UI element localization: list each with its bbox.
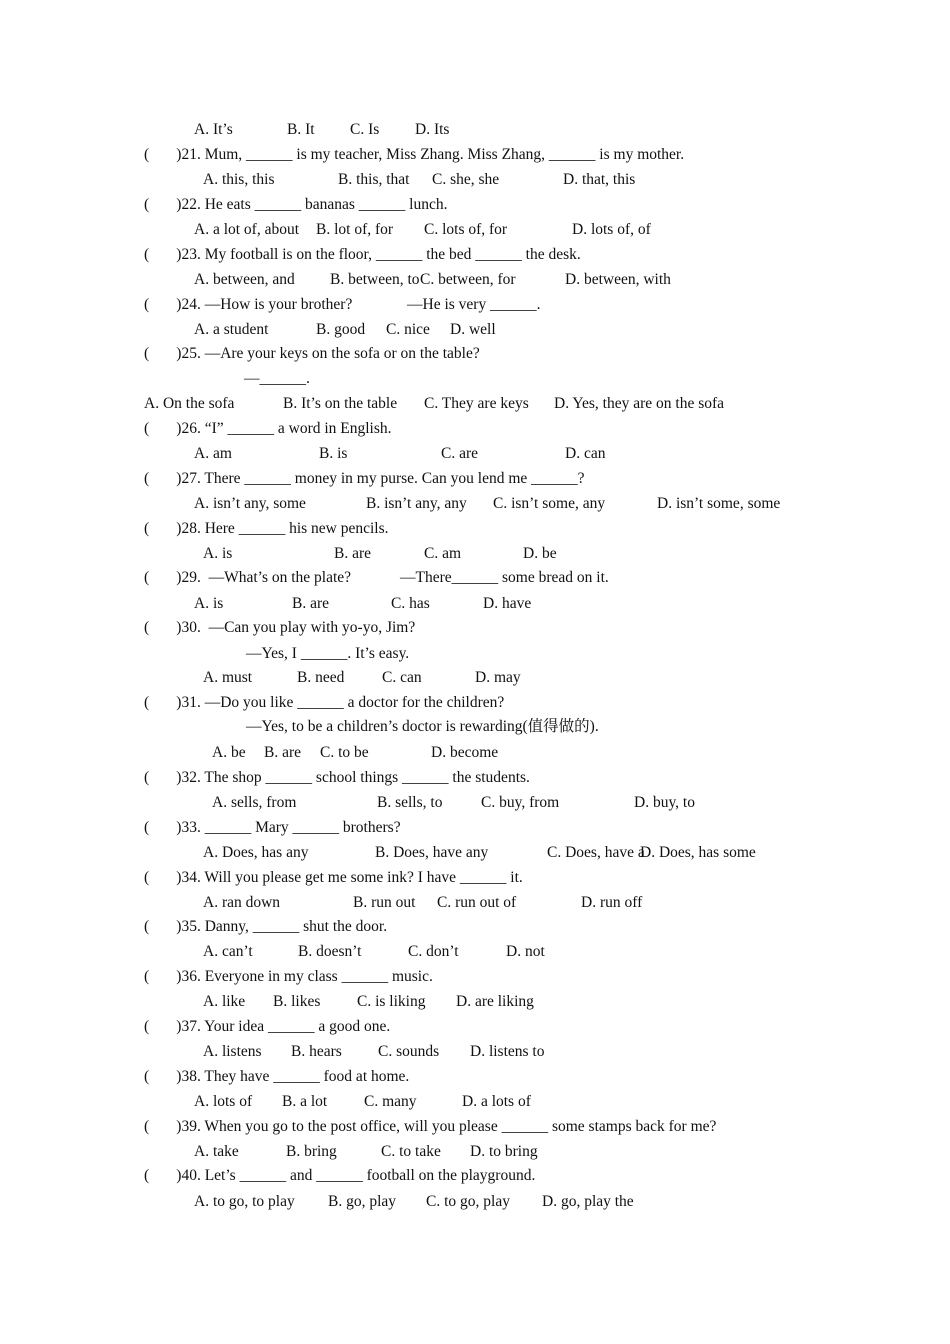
text-line: D. Its [415, 121, 450, 138]
text-line: B. between, to [330, 271, 420, 288]
text-line: C. run out of [437, 894, 517, 911]
text-line: D. between, with [565, 271, 671, 288]
text-line: C. are [441, 445, 479, 462]
text-line: A. to go, to play [194, 1193, 295, 1210]
text-line: B. doesn’t [298, 943, 362, 960]
text-line: B. are [334, 545, 372, 562]
text-line: C. sounds [378, 1043, 440, 1060]
text-line: B. isn’t any, any [366, 495, 467, 512]
question-line: ( )36. Everyone in my class ______ music. [144, 968, 433, 985]
question-line: ( )21. Mum, ______ is my teacher, Miss Zhang. Miss Zhang, ______ is my mother. [144, 146, 685, 163]
text-line: B. is [319, 445, 348, 462]
text-line: B. need [297, 669, 345, 686]
text-line: —______. [244, 370, 310, 387]
text-line: A. lots of [194, 1093, 253, 1110]
text-line: C. They are keys [424, 395, 529, 412]
question-line: ( )37. Your idea ______ a good one. [144, 1018, 391, 1035]
text-line: C. between, for [420, 271, 516, 288]
question-line: ( )40. Let’s ______ and ______ football on the playground. [144, 1167, 536, 1184]
text-line: A. It’s [194, 121, 233, 138]
question-line: ( )39. When you go to the post office, will you please ______ some stamps back for me? [144, 1118, 717, 1135]
text-line: D. Does, has some [640, 844, 756, 861]
text-line: B. hears [291, 1043, 342, 1060]
question-line: ( )26. “I” ______ a word in English. [144, 420, 392, 437]
text-line: A. like [203, 993, 246, 1010]
text-line: D. that, this [563, 171, 636, 188]
text-line: C. many [364, 1093, 417, 1110]
text-line: A. ran down [203, 894, 281, 911]
text-line: D. Yes, they are on the sofa [554, 395, 725, 412]
text-line: D. become [431, 744, 499, 761]
question-line: ( )27. There ______ money in my purse. Can you lend me ______? [144, 470, 585, 487]
text-line: D. can [565, 445, 606, 462]
text-line: D. lots of, of [572, 221, 651, 238]
text-line: A. On the sofa [144, 395, 235, 412]
text-line: —Yes, to be a children’s doctor is rewarding(值得做的). [246, 718, 599, 735]
text-line: C. Does, have a [547, 844, 645, 861]
text-line: C. is liking [357, 993, 426, 1010]
text-line: —There______ some bread on it. [400, 569, 609, 586]
text-line: D. to bring [470, 1143, 538, 1160]
text-line: A. take [194, 1143, 239, 1160]
text-line: A. is [194, 595, 224, 612]
text-line: A. this, this [203, 171, 275, 188]
question-line: ( )38. They have ______ food at home. [144, 1068, 410, 1085]
text-line: D. be [523, 545, 557, 562]
text-line: D. a lots of [462, 1093, 531, 1110]
text-line: A. must [203, 669, 253, 686]
question-line: ( )30. —Can you play with yo-yo, Jim? [144, 619, 416, 636]
text-line: —Yes, I ______. It’s easy. [246, 645, 410, 662]
text-line: B. this, that [338, 171, 410, 188]
question-line: ( )23. My football is on the floor, ______ the bed ______ the desk. [144, 246, 581, 263]
text-line: D. listens to [470, 1043, 545, 1060]
text-line: A. a student [194, 321, 269, 338]
text-line: C. can [382, 669, 422, 686]
question-line: ( )22. He eats ______ bananas ______ lunch. [144, 196, 448, 213]
text-line: C. am [424, 545, 462, 562]
question-line: ( )35. Danny, ______ shut the door. [144, 918, 388, 935]
text-line: C. Is [350, 121, 380, 138]
question-line: ( )24. —How is your brother? [144, 296, 353, 313]
question-line: ( )28. Here ______ his new pencils. [144, 520, 389, 537]
text-line: D. isn’t some, some [657, 495, 781, 512]
text-line: C. nice [386, 321, 430, 338]
question-line: ( )29. —What’s on the plate? [144, 569, 352, 586]
text-line: B. go, play [328, 1193, 397, 1210]
text-line: C. she, she [432, 171, 500, 188]
text-line: D. are liking [456, 993, 534, 1010]
question-line: ( )25. —Are your keys on the sofa or on the table? [144, 345, 480, 362]
text-line: A. isn’t any, some [194, 495, 306, 512]
text-line: A. between, and [194, 271, 295, 288]
text-line: C. lots of, for [424, 221, 508, 238]
text-line: A. listens [203, 1043, 262, 1060]
question-line: ( )34. Will you please get me some ink? I have ______ it. [144, 869, 523, 886]
text-line: D. run off [581, 894, 643, 911]
text-line: C. don’t [408, 943, 459, 960]
text-line: A. can’t [203, 943, 253, 960]
text-line: A. be [212, 744, 246, 761]
question-line: ( )32. The shop ______ school things ______ the students. [144, 769, 530, 786]
text-line: D. buy, to [634, 794, 695, 811]
text-line: B. sells, to [377, 794, 443, 811]
question-line: ( )31. —Do you like ______ a doctor for the children? [144, 694, 505, 711]
text-line: B. bring [286, 1143, 337, 1160]
text-line: A. am [194, 445, 232, 462]
text-line: B. are [292, 595, 330, 612]
text-line: B. It’s on the table [283, 395, 398, 412]
text-line: B. are [264, 744, 302, 761]
text-line: C. has [391, 595, 430, 612]
text-line: B. lot of, for [316, 221, 394, 238]
question-line: ( )33. ______ Mary ______ brothers? [144, 819, 401, 836]
text-line: B. a lot [282, 1093, 328, 1110]
text-line: D. have [483, 595, 532, 612]
text-line: B. run out [353, 894, 416, 911]
text-line: C. isn’t some, any [493, 495, 606, 512]
text-line: B. It [287, 121, 315, 138]
text-line: C. to be [320, 744, 369, 761]
text-line: —He is very ______. [407, 296, 541, 313]
text-line: D. not [506, 943, 545, 960]
text-line: A. sells, from [212, 794, 297, 811]
text-line: A. Does, has any [203, 844, 309, 861]
text-line: B. good [316, 321, 366, 338]
text-line: D. may [475, 669, 521, 686]
text-line: C. buy, from [481, 794, 560, 811]
text-line: A. is [203, 545, 233, 562]
text-line: A. a lot of, about [194, 221, 300, 238]
text-line: C. to take [381, 1143, 441, 1160]
text-line: B. likes [273, 993, 321, 1010]
text-line: D. well [450, 321, 496, 338]
text-line: D. go, play the [542, 1193, 634, 1210]
text-line: B. Does, have any [375, 844, 489, 861]
text-line: C. to go, play [426, 1193, 510, 1210]
